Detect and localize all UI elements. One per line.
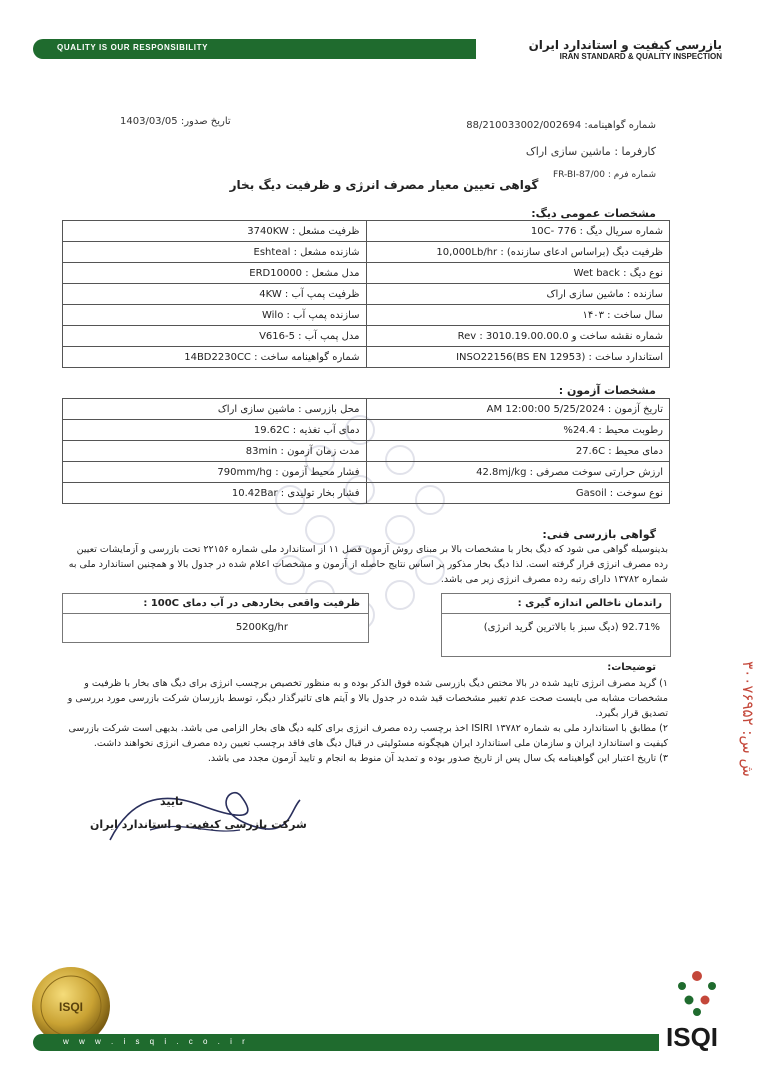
- issue-date-label: تاریخ صدور:: [180, 116, 231, 127]
- signature-icon: [90, 780, 310, 850]
- test-specs-table: [62, 398, 670, 504]
- inspection-text: بدینوسیله گواهی می شود که دیگ بخار با مشخصات بالا بر مبنای روش آزمون فصل ۱۱ از استاندارد ملی شماره ۲۲۱۵۶ تحت بازرسی و آزمایشات تعیین رده مصرف انرژی قرار گرفته است. لذا دیگ بخار مذکور بر اساس نتایج حاصله از آزمون و مشخصات اعلام شده در جدول بالا و همچنین استاندارد ملی به شماره ۱۳۷۸۲ دارای رتبه رده مصرف انرژی زیر می باشد.: [68, 544, 668, 585]
- cert-number: [466, 120, 656, 131]
- footer-bar: [33, 1034, 659, 1051]
- table-row: [63, 242, 670, 263]
- certificate-title: گواهی تعیین معیار مصرف انرژی و ظرفیت دیگ بخار: [229, 178, 539, 192]
- employer: [526, 145, 656, 158]
- capacity-heading: ظرفیت واقعی بخاردهی در آب دمای 100C :: [63, 594, 368, 614]
- general-specs-table: [62, 220, 670, 368]
- efficiency-box: [441, 593, 671, 657]
- table-row: [63, 305, 670, 326]
- signature-company: شرکت بازرسی کیفیت و استاندارد ایران: [90, 818, 307, 831]
- table-cell: تاریخ آزمون : 5/25/2024 12:00:00 AM: [366, 399, 670, 420]
- efficiency-value: 92.71% (دیگ سبز با بالاترین گرید انرژی): [483, 622, 660, 633]
- table-row: [63, 420, 670, 441]
- table-cell: نوع سوخت : Gasoil: [366, 483, 670, 504]
- note-item: ۲) مطابق با استاندارد ملی به شماره ISIRI ۱۳۷۸۲ اخذ برچسب رده مصرف انرژی برای کلیه دیگ های بخار الزامی می باشد. بدیهی است شرکت بازرسی کیفیت و استاندارد ایران و سازمان ملی استاندارد ایران هیچگونه مسئولیتی در قبال دیگ های فاقد برچسب تعیین رده مصرف انرژی نخواهند داشت.: [68, 723, 668, 749]
- table-row: [63, 326, 670, 347]
- table-cell: ارزش حرارتی سوخت مصرفی : 42.8mj/kg: [366, 462, 670, 483]
- table-row: [63, 221, 670, 242]
- table-cell: سازنده پمپ آب : Wilo: [63, 305, 367, 326]
- table-cell: مدت زمان آزمون : 83min: [63, 441, 367, 462]
- table-cell: شماره گواهینامه ساخت : 14BD2230CC: [63, 347, 367, 368]
- notes-list: [62, 676, 668, 766]
- table-row: [63, 441, 670, 462]
- general-specs-heading: مشخصات عمومی دیگ:: [531, 207, 656, 220]
- table-cell: ظرفیت دیگ (براساس ادعای سازنده) : 10,000Lb/hr: [366, 242, 670, 263]
- issue-date-value: 1403/03/05: [120, 116, 178, 127]
- seal-text: ISQI: [58, 1000, 84, 1014]
- org-name-fa: بازرسی کیفیت و استاندارد ایران: [528, 38, 722, 52]
- table-cell: محل بازرسی : ماشین سازی اراک: [63, 399, 367, 420]
- table-row: [63, 483, 670, 504]
- table-row: [63, 263, 670, 284]
- table-cell: شماره نقشه ساخت و Rev : 3010.19.00.00.0: [366, 326, 670, 347]
- table-row: [63, 399, 670, 420]
- table-row: [63, 284, 670, 305]
- table-cell: مدل پمپ آب : V616-5: [63, 326, 367, 347]
- header-logo: [529, 38, 722, 61]
- table-cell: نوع دیگ : Wet back: [366, 263, 670, 284]
- table-cell: مدل مشعل : ERD10000: [63, 263, 367, 284]
- table-cell: استاندارد ساخت : INSO22156(BS EN 12953): [366, 347, 670, 368]
- table-cell: ظرفیت پمپ آب : 4KW: [63, 284, 367, 305]
- issue-date: [120, 116, 231, 127]
- employer-value: ماشین سازی اراک: [525, 145, 611, 158]
- table-cell: ظرفیت مشعل : 3740KW: [63, 221, 367, 242]
- table-cell: شماره سریال دیگ : 776 -10C: [366, 221, 670, 242]
- table-cell: سال ساخت : ۱۴۰۳: [366, 305, 670, 326]
- signature-approve: تایید: [160, 795, 184, 808]
- note-item: ۳) تاریخ اعتبار این گواهینامه یک سال پس از تاریخ صدور بوده و تمدید آن منوط به انجام و تایید آزمون مجدد می باشد.: [207, 753, 668, 764]
- form-number-label: شماره فرم :: [604, 170, 656, 180]
- org-name-en: IRAN STANDARD & QUALITY INSPECTION: [559, 52, 722, 61]
- side-serial: [728, 600, 768, 840]
- table-cell: سازنده : ماشین سازی اراک: [366, 284, 670, 305]
- isqi-logo: [662, 968, 732, 1058]
- table-cell: فشار محیط آزمون : 790mm/hg: [63, 462, 367, 483]
- header-slogan-bar: [33, 39, 476, 59]
- employer-label: کارفرما :: [610, 145, 656, 158]
- isqi-logo-text: ISQI: [666, 1022, 719, 1052]
- table-cell: فشار بخار تولیدی : 10.42Bar: [63, 483, 367, 504]
- cert-number-value: 88/210033002/002694: [466, 120, 582, 131]
- cert-number-label: شماره گواهینامه:: [584, 120, 656, 131]
- table-cell: رطوبت محیط : 24.4%: [366, 420, 670, 441]
- table-cell: دمای آب تغذیه : 19.62C: [63, 420, 367, 441]
- capacity-value: 5200Kg/hr: [235, 622, 288, 633]
- table-row: [63, 462, 670, 483]
- test-specs-heading: مشخصات آزمون :: [558, 384, 656, 397]
- table-cell: دمای محیط : 27.6C: [366, 441, 670, 462]
- isqi-logo-icon: [667, 968, 727, 1018]
- table-cell: شازنده مشعل : Eshteal: [63, 242, 367, 263]
- capacity-box: [62, 593, 369, 643]
- side-serial-text: ش س: ۳۰۰۷۶۹۵۲: [739, 661, 757, 777]
- website-link[interactable]: w w w . i s q i . c o . i r: [63, 1037, 249, 1046]
- notes-heading: توضیحات:: [607, 662, 656, 673]
- note-item: ۱) گرید مصرف انرژی تایید شده در بالا مختص دیگ بازرسی شده فوق الذکر بوده و به منظور تخصیص برچسب انرژی برای دیگ های بخار با ظرفیت و مشخصات مشابه می بایست صحت عدم تغییر مشخصات قید شده در جدول بالا و آیتم های تاثیرگذار دیگر، توسط بازرسان شرکت بازرسی مورد بررسی و تصدیق قرار بگیرد.: [67, 678, 668, 719]
- inspection-heading: گواهی بازرسی فنی:: [542, 528, 656, 541]
- slogan: QUALITY IS OUR RESPONSIBILITY: [57, 43, 209, 52]
- form-number-value: FR-BI-87/00: [552, 170, 605, 180]
- efficiency-heading: راندمان ناخالص اندازه گیری :: [442, 594, 670, 614]
- table-row: [63, 347, 670, 368]
